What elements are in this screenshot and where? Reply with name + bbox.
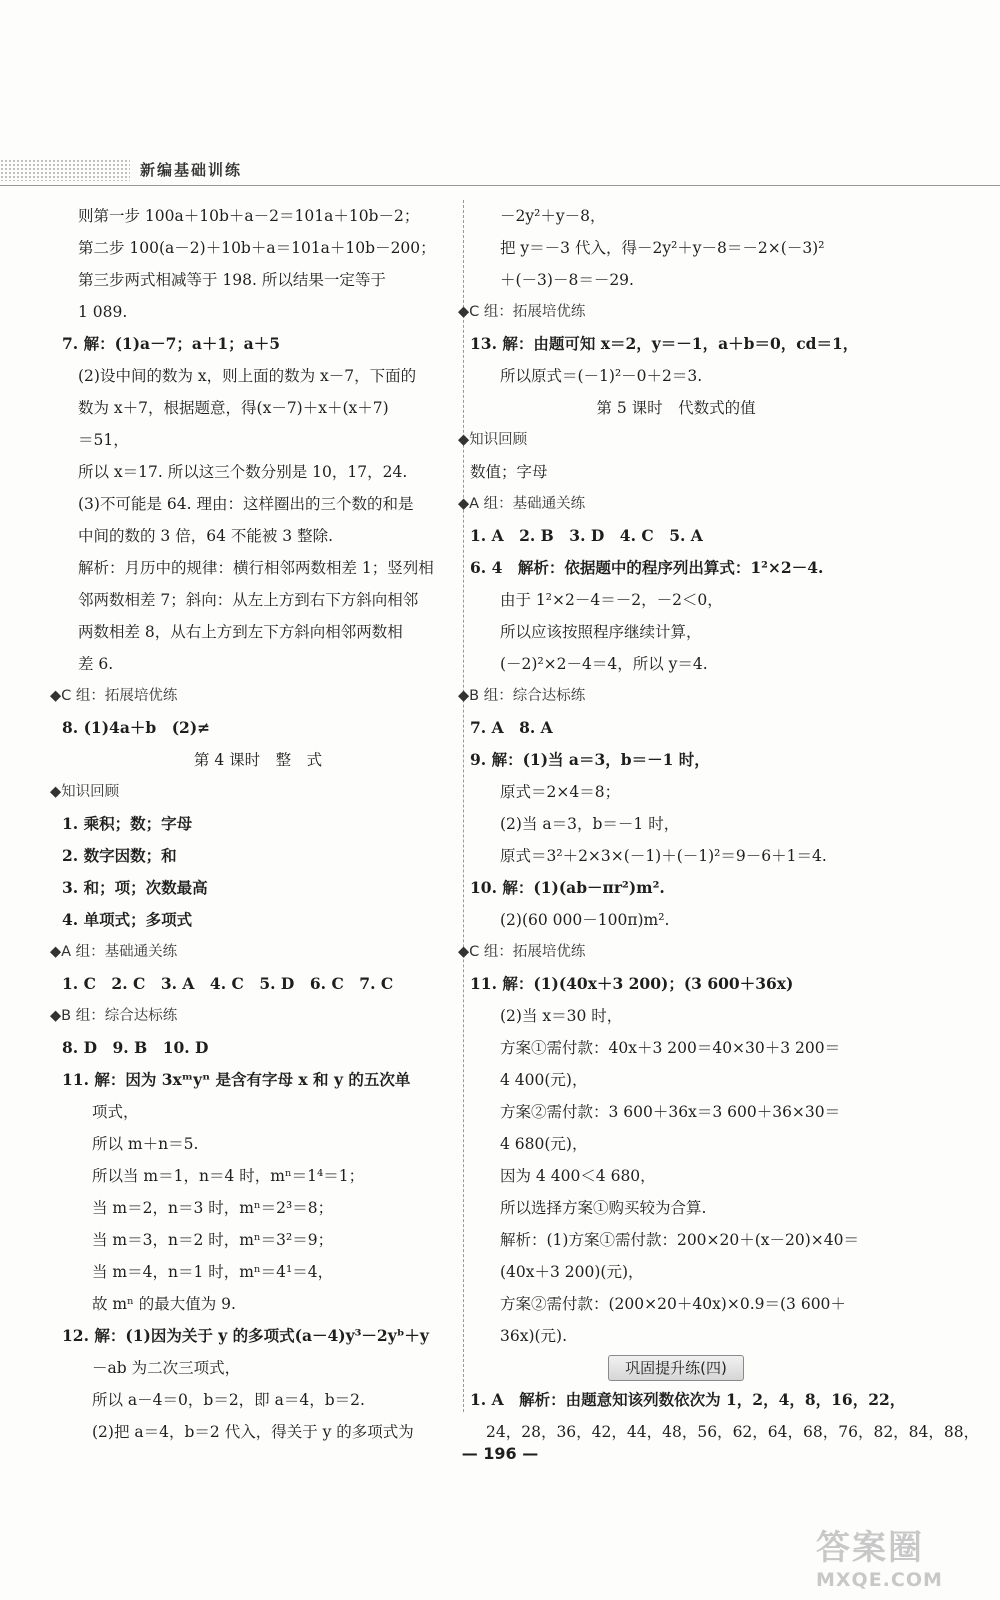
lesson-title: 第 5 课时 代数式的值 — [596, 399, 756, 417]
text-line: 所以原式＝(－1)²－0＋2＝3. — [500, 367, 703, 385]
text-line: 所以选择方案①购买较为合算. — [500, 1199, 707, 1217]
section-heading: ◆B 组：综合达标练 — [458, 688, 586, 704]
text-line: (2)(60 000－100π)m². — [500, 911, 670, 929]
text-line: －2y²＋y－8， — [500, 207, 606, 225]
section-heading: ◆A 组：基础通关练 — [50, 944, 178, 960]
text-line: 4 680(元)， — [500, 1135, 588, 1153]
text-line: 由于 1²×2－4＝－2，－2＜0， — [500, 591, 723, 609]
text-line: (2)设中间的数为 x，则上面的数为 x－7，下面的 — [78, 367, 417, 385]
section-banner-label: 巩固提升练(四) — [608, 1355, 744, 1381]
text-line: 1 089. — [78, 303, 128, 321]
watermark-text: 答案圈 — [816, 1528, 924, 1568]
lesson-title: 第 4 课时 整 式 — [193, 751, 323, 769]
column-divider — [463, 200, 464, 1412]
answer-line: 9. 解：(1)当 a＝3，b＝－1 时， — [470, 750, 710, 769]
text-line: (40x＋3 200)(元)， — [500, 1263, 644, 1281]
answer-line: 11. 解：(1)(40x＋3 200)；(3 600＋36x) — [470, 974, 794, 993]
text-line: 所以应该按照程序继续计算， — [500, 623, 702, 641]
text-line: 数为 x＋7，根据题意，得(x－7)＋x＋(x＋7) — [78, 399, 389, 417]
text-line: 故 mⁿ 的最大值为 9. — [92, 1295, 236, 1313]
right-column — [458, 200, 980, 1448]
answer-line: 4. 单项式；多项式 — [62, 910, 193, 929]
answer-line: 2. 数字因数；和 — [62, 846, 177, 865]
text-line: 把 y＝－3 代入，得－2y²＋y－8＝－2×(－3)² — [500, 239, 825, 257]
text-line: 方案②需付款：(200×20＋40x)×0.9＝(3 600＋ — [500, 1295, 846, 1313]
section-heading: ◆A 组：基础通关练 — [458, 496, 586, 512]
section-heading: ◆知识回顾 — [458, 432, 528, 448]
watermark-url: MXQE.COM — [816, 1569, 943, 1591]
text-line: (3)不可能是 64. 理由：这样圈出的三个数的和是 — [78, 495, 414, 513]
text-line: 所以当 m＝1，n＝4 时，mⁿ＝1⁴＝1； — [92, 1167, 365, 1185]
section-heading: ◆C 组：拓展培优练 — [458, 304, 586, 320]
text-line: 24，28，36，42，44，48，56，62，64，68，76，82，84，88， — [486, 1423, 980, 1441]
answer-line: 8. (1)4a＋b (2)≠ — [62, 718, 211, 737]
section-banner — [470, 1352, 882, 1384]
text-line: ＋(－3)－8＝－29. — [500, 271, 634, 289]
text-line: 中间的数的 3 倍，64 不能被 3 整除. — [78, 527, 334, 545]
answer-line: 10. 解：(1)(ab－πr²)m². — [470, 878, 665, 897]
text-line: 差 6. — [78, 655, 114, 673]
text-line: 第二步 100(a－2)＋10b＋a＝101a＋10b－200； — [78, 239, 436, 257]
answer-line: 7. A 8. A — [470, 718, 553, 737]
text-line: ＝51， — [78, 431, 129, 449]
section-heading: ◆C 组：拓展培优练 — [50, 688, 178, 704]
text-line: 两数相差 8，从右上方到左下方斜向相邻两数相 — [78, 623, 403, 641]
text-line: 方案②需付款：3 600＋36x＝3 600＋36×30＝ — [500, 1103, 841, 1121]
section-heading: ◆C 组：拓展培优练 — [458, 944, 586, 960]
text-line: 则第一步 100a＋10b＋a－2＝101a＋10b－2； — [78, 207, 420, 225]
text-line: －ab 为二次三项式， — [92, 1359, 241, 1377]
page-number: — 196 — — [461, 1444, 539, 1463]
answer-line: 11. 解：因为 3xᵐyⁿ 是含有字母 x 和 y 的五次单 — [62, 1070, 411, 1089]
text-line: (2)当 a＝3，b＝－1 时， — [500, 815, 680, 833]
answer-line: 7. 解：(1)a－7；a＋1；a＋5 — [62, 334, 281, 353]
answer-line: 1. A 2. B 3. D 4. C 5. A — [470, 526, 703, 545]
text-line: 所以 x＝17. 所以这三个数分别是 10，17，24. — [78, 463, 408, 481]
text-line: (2)当 x＝30 时， — [500, 1007, 623, 1025]
text-line: 项式， — [92, 1103, 139, 1121]
answer-line: 1. 乘积；数；字母 — [62, 814, 193, 833]
text-line: 当 m＝3，n＝2 时，mⁿ＝3²＝9； — [92, 1231, 334, 1249]
text-line: 36x)(元). — [500, 1327, 568, 1345]
watermark-logo — [816, 1520, 986, 1590]
text-line: 所以 a－4＝0，b＝2，即 a＝4，b＝2. — [92, 1391, 365, 1409]
answer-line: 12. 解：(1)因为关于 y 的多项式(a－4)y³－2yᵇ＋y — [62, 1326, 429, 1345]
header-title: 新编基础训练 — [140, 161, 243, 179]
answer-line: 6. 4 解析：依据题中的程序列出算式：1²×2－4. — [470, 558, 824, 577]
text-line: 邻两数相差 7；斜向：从左上方到右下方斜向相邻 — [78, 591, 419, 609]
text-line: 因为 4 400＜4 680， — [500, 1167, 656, 1185]
section-heading: ◆知识回顾 — [50, 784, 120, 800]
text-line: 当 m＝4，n＝1 时，mⁿ＝4¹＝4， — [92, 1263, 334, 1281]
answer-line: 1. C 2. C 3. A 4. C 5. D 6. C 7. C — [62, 974, 394, 993]
text-line: 解析：(1)方案①需付款：200×20＋(x－20)×40＝ — [500, 1231, 860, 1249]
text-line: 原式＝3²＋2×3×(－1)＋(－1)²＝9－6＋1＝4. — [500, 847, 827, 865]
text-line: (－2)²×2－4＝4，所以 y＝4. — [500, 655, 708, 673]
answer-line: 13. 解：由题可知 x＝2，y＝－1，a＋b＝0，cd＝1， — [470, 334, 859, 353]
section-heading: ◆B 组：综合达标练 — [50, 1008, 178, 1024]
text-line: 当 m＝2，n＝3 时，mⁿ＝2³＝8； — [92, 1199, 334, 1217]
text-line: 所以 m＋n＝5. — [92, 1135, 199, 1153]
page-header — [0, 155, 1000, 185]
text-line: 数值；字母 — [470, 463, 548, 481]
answer-line: 8. D 9. B 10. D — [62, 1038, 209, 1057]
text-line: 4 400(元)， — [500, 1071, 588, 1089]
header-dot-pattern — [0, 159, 130, 181]
answer-line: 1. A 解析：由题意知该列数依次为 1，2，4，8，16，22， — [470, 1390, 906, 1409]
text-line: 第三步两式相减等于 198. 所以结果一定等于 — [78, 271, 386, 289]
text-line: 解析：月历中的规律：横行相邻两数相差 1；竖列相 — [78, 559, 434, 577]
answer-line: 3. 和；项；次数最高 — [62, 878, 208, 897]
text-line: (2)把 a＝4，b＝2 代入，得关于 y 的多项式为 — [92, 1423, 414, 1441]
header-rule — [0, 185, 1000, 186]
text-line: 方案①需付款：40x＋3 200＝40×30＋3 200＝ — [500, 1039, 841, 1057]
text-line: 原式＝2×4＝8； — [500, 783, 621, 801]
left-column — [50, 200, 454, 1448]
